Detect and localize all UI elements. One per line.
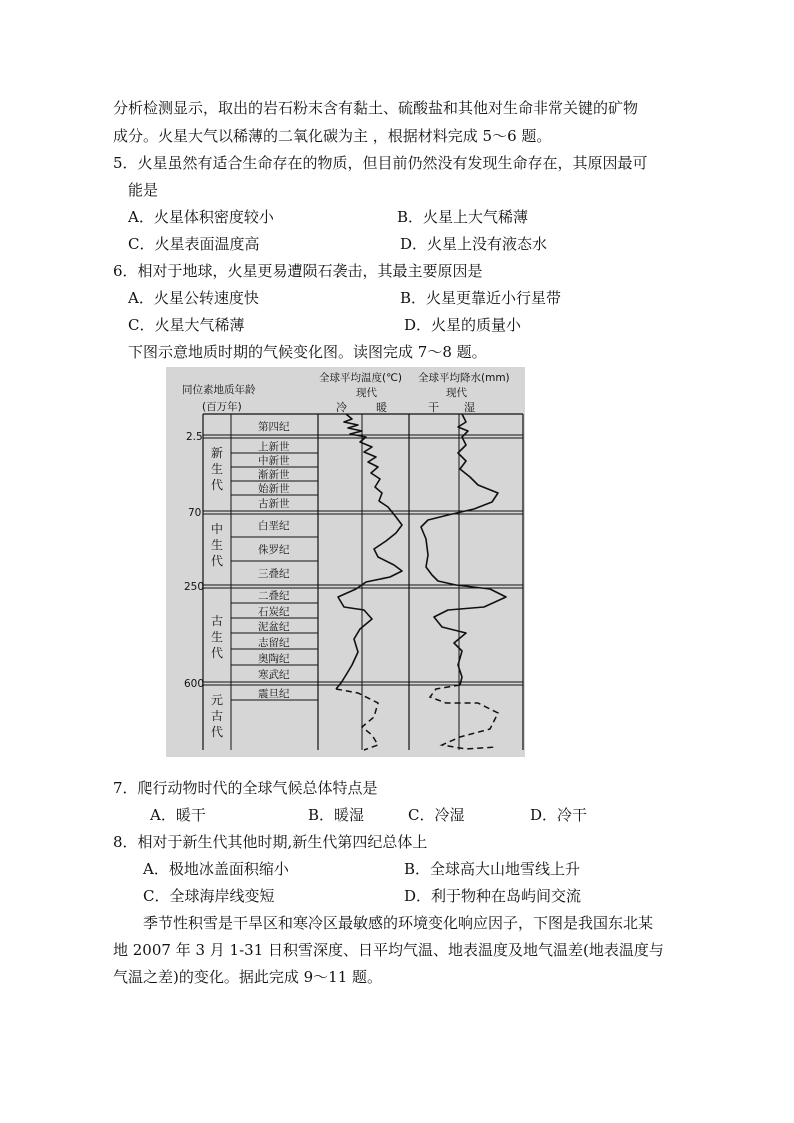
question-6-option-c: C．火星大气稀薄 bbox=[128, 316, 245, 334]
question-5-option-b: B．火星上大气稀薄 bbox=[397, 208, 529, 226]
question-8-option-a: A．极地冰盖面积缩小 bbox=[143, 860, 289, 878]
header-wet: 湿 bbox=[464, 401, 475, 414]
question-8-option-d: D．利于物种在岛屿间交流 bbox=[404, 887, 582, 905]
era-proterozoic-char-1: 元 bbox=[211, 693, 224, 707]
period-eocene: 始新世 bbox=[258, 483, 290, 495]
period-permian: 二叠纪 bbox=[258, 590, 290, 602]
era-mesozoic-char-3: 代 bbox=[211, 554, 224, 568]
era-mesozoic-char-2: 生 bbox=[211, 538, 224, 552]
period-devonian: 泥盆纪 bbox=[258, 621, 290, 633]
age-label-70: 70 bbox=[188, 507, 202, 519]
header-precipitation: 全球平均降水(mm) bbox=[418, 372, 510, 384]
header-temp-now: 现代 bbox=[356, 387, 377, 399]
passage-line-2: 地 2007 年 3 月 1-31 日积雪深度、日平均气温、地表温度及地气温差(地表温度与 bbox=[113, 941, 664, 959]
question-7-option-b: B．暖湿 bbox=[308, 806, 365, 824]
period-sinian: 震旦纪 bbox=[258, 688, 290, 700]
period-carboniferous: 石炭纪 bbox=[258, 606, 290, 618]
header-warm: 暖 bbox=[376, 401, 387, 414]
period-pliocene: 上新世 bbox=[258, 441, 290, 453]
figure-intro: 下图示意地质时期的气候变化图。读图完成 7～8 题。 bbox=[128, 343, 487, 361]
header-temperature: 全球平均温度(℃) bbox=[319, 372, 402, 384]
question-6-stem: 6．相对于地球，火星更易遭陨石袭击，其最主要原因是 bbox=[113, 262, 483, 280]
question-5-stem-cont: 能是 bbox=[128, 181, 159, 199]
era-cenozoic-char-3: 代 bbox=[211, 478, 224, 492]
period-ordovician: 奥陶纪 bbox=[258, 653, 290, 665]
period-cambrian: 寒武纪 bbox=[258, 669, 290, 681]
period-oligocene: 渐新世 bbox=[258, 469, 290, 481]
question-7-option-c: C．冷湿 bbox=[408, 806, 465, 824]
age-label-250: 250 bbox=[184, 581, 205, 593]
period-triassic: 三叠纪 bbox=[258, 568, 290, 580]
question-8-option-b: B．全球高大山地雪线上升 bbox=[404, 860, 581, 878]
period-cretaceous: 白垩纪 bbox=[258, 520, 290, 532]
question-7-stem: 7．爬行动物时代的全球气候总体特点是 bbox=[113, 779, 378, 797]
era-paleozoic-char-2: 生 bbox=[211, 630, 224, 644]
era-proterozoic-char-3: 代 bbox=[211, 725, 224, 739]
geologic-climate-figure bbox=[166, 367, 525, 757]
header-dry: 干 bbox=[428, 401, 439, 414]
period-quaternary: 第四纪 bbox=[258, 421, 290, 433]
question-5-stem: 5．火星虽然有适合生命存在的物质，但目前仍然没有发现生命存在，其原因最可 bbox=[113, 154, 648, 172]
question-6-option-a: A．火星公转速度快 bbox=[128, 289, 259, 307]
header-cold: 冷 bbox=[336, 401, 347, 414]
header-age-line-1: 同位素地质年龄 bbox=[182, 384, 256, 396]
question-6-option-b: B．火星更靠近小行星带 bbox=[400, 289, 562, 307]
header-precip-now: 现代 bbox=[446, 387, 467, 399]
question-8-stem: 8．相对于新生代其他时期,新生代第四纪总体上 bbox=[113, 833, 428, 851]
passage-line-3: 气温之差)的变化。据此完成 9～11 题。 bbox=[113, 968, 383, 986]
question-7-option-d: D．冷干 bbox=[530, 806, 588, 824]
period-jurassic: 侏罗纪 bbox=[258, 544, 290, 556]
age-label-2-5: 2.5 bbox=[186, 431, 203, 443]
question-6-option-d: D．火星的质量小 bbox=[404, 316, 522, 334]
header-age-line-2: (百万年) bbox=[202, 401, 242, 413]
intro-line-2: 成分。火星大气以稀薄的二氧化碳为主 ，根据材料完成 5～6 题。 bbox=[113, 127, 552, 145]
question-5-option-d: D．火星上没有液态水 bbox=[400, 235, 548, 253]
period-silurian: 志留纪 bbox=[258, 637, 290, 649]
passage-line-1: 季节性积雪是干旱区和寒冷区最敏感的环境变化响应因子，下图是我国东北某 bbox=[143, 914, 654, 932]
period-miocene: 中新世 bbox=[258, 455, 290, 467]
question-8-option-c: C．全球海岸线变短 bbox=[143, 887, 275, 905]
era-mesozoic-char-1: 中 bbox=[211, 522, 224, 536]
intro-line-1: 分析检测显示，取出的岩石粉末含有黏土、硫酸盐和其他对生命非常关键的矿物 bbox=[113, 99, 639, 117]
era-cenozoic-char-1: 新 bbox=[211, 446, 224, 460]
era-cenozoic-char-2: 生 bbox=[211, 462, 224, 476]
era-proterozoic-char-2: 古 bbox=[211, 709, 224, 723]
question-5-option-a: A．火星体积密度较小 bbox=[128, 208, 274, 226]
era-paleozoic-char-3: 代 bbox=[211, 646, 224, 660]
question-5-option-c: C．火星表面温度高 bbox=[128, 235, 260, 253]
era-paleozoic-char-1: 古 bbox=[211, 614, 224, 628]
age-label-600: 600 bbox=[184, 678, 205, 690]
period-paleocene: 古新世 bbox=[258, 498, 290, 510]
question-7-option-a: A．暖干 bbox=[150, 806, 206, 824]
